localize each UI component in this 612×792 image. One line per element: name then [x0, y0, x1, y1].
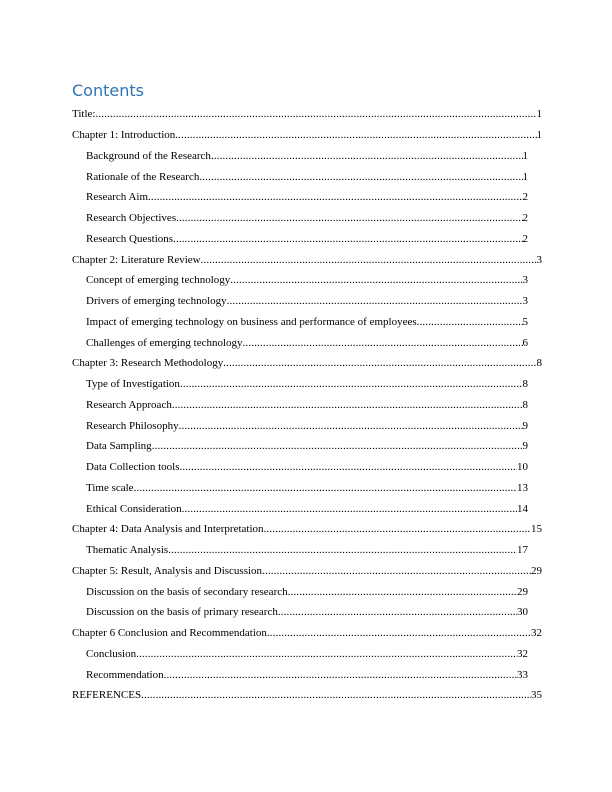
toc-entry-label: Background of the Research	[86, 149, 211, 162]
toc-entry-page-number: 8	[522, 378, 528, 391]
dot-leader	[211, 149, 523, 163]
dot-leader	[267, 626, 531, 640]
dot-leader	[179, 460, 517, 474]
dot-leader	[199, 170, 522, 184]
toc-entry[interactable]	[72, 187, 528, 208]
dot-leader	[278, 605, 517, 619]
dot-leader	[175, 128, 536, 142]
toc-entry-page-number: 5	[522, 315, 528, 328]
toc-entry-page-number: 1	[522, 170, 528, 183]
toc-entry-page-number: 8	[522, 398, 528, 411]
toc-entry[interactable]	[72, 146, 528, 167]
toc-entry[interactable]	[72, 353, 542, 374]
toc-entry[interactable]	[72, 561, 542, 582]
dot-leader	[152, 439, 523, 453]
toc-entry-page-number: 1	[536, 129, 542, 142]
toc-entry-label: Ethical Consideration	[86, 502, 182, 515]
toc-heading: Contents	[72, 81, 144, 100]
toc-entry-page-number: 15	[531, 523, 542, 536]
toc-entry-label: Rationale of the Research	[86, 170, 200, 183]
toc-entry-label: Research Questions	[86, 232, 174, 245]
toc-entry[interactable]	[72, 540, 528, 561]
toc-entry[interactable]	[72, 498, 528, 519]
toc-entry[interactable]	[72, 457, 528, 478]
toc-entry[interactable]	[72, 685, 542, 706]
toc-entry-label: Challenges of emerging technology	[86, 336, 243, 349]
toc-entry-label: REFERENCES	[72, 689, 142, 702]
toc-entry-page-number: 29	[517, 585, 528, 598]
toc-entry-label: Type of Investigation	[86, 378, 180, 391]
toc-entry[interactable]	[72, 395, 528, 416]
toc-entry-label: Time scale	[86, 481, 134, 494]
toc-entry[interactable]	[72, 415, 528, 436]
toc-entry-label: Thematic Analysis	[86, 544, 169, 557]
dot-leader	[176, 211, 522, 225]
toc-entry-page-number: 2	[522, 232, 528, 245]
toc-entry-label: Discussion on the basis of secondary research	[86, 585, 288, 598]
dot-leader	[182, 502, 517, 516]
toc-entry-label: Recommendation	[86, 668, 164, 681]
toc-entry-page-number: 8	[536, 357, 542, 370]
dot-leader	[417, 315, 523, 329]
dot-leader	[179, 419, 523, 433]
toc-entry-page-number: 32	[531, 627, 542, 640]
toc-entry-page-number: 9	[522, 419, 528, 432]
dot-leader	[243, 336, 523, 350]
toc-entry[interactable]	[72, 519, 542, 540]
dot-leader	[227, 294, 523, 308]
toc-entry[interactable]	[72, 664, 528, 685]
toc-entry-page-number: 14	[517, 502, 528, 515]
dot-leader	[164, 668, 517, 682]
toc-entry-label: Discussion on the basis of primary research	[86, 606, 278, 619]
toc-entry[interactable]	[72, 270, 528, 291]
toc-entry[interactable]	[72, 249, 542, 270]
dot-leader	[201, 253, 537, 267]
dot-leader	[288, 585, 517, 599]
table-of-contents	[72, 104, 542, 706]
toc-entry-label: Data Sampling	[86, 440, 152, 453]
toc-entry-label: Research Approach	[86, 398, 172, 411]
toc-entry[interactable]	[72, 208, 528, 229]
toc-entry-page-number: 9	[522, 440, 528, 453]
dot-leader	[223, 356, 536, 370]
dot-leader	[148, 190, 522, 204]
dot-leader	[95, 107, 536, 121]
toc-entry-page-number: 30	[517, 606, 528, 619]
toc-entry-label: Title:	[72, 108, 96, 121]
dot-leader	[172, 398, 523, 412]
dot-leader	[264, 522, 531, 536]
toc-entry-label: Conclusion	[86, 647, 137, 660]
toc-entry-label: Research Aim	[86, 191, 149, 204]
toc-entry[interactable]	[72, 602, 528, 623]
toc-entry-page-number: 17	[517, 544, 528, 557]
toc-entry-label: Drivers of emerging technology	[86, 295, 227, 308]
toc-entry-label: Chapter 2: Literature Review	[72, 253, 201, 266]
toc-entry[interactable]	[72, 104, 542, 125]
toc-entry-page-number: 2	[522, 212, 528, 225]
toc-entry[interactable]	[72, 581, 528, 602]
toc-entry-label: Research Philosophy	[86, 419, 179, 432]
toc-entry[interactable]	[72, 229, 528, 250]
toc-entry-label: Research Objectives	[86, 212, 177, 225]
toc-entry-page-number: 29	[531, 564, 542, 577]
toc-entry-label: Chapter 4: Data Analysis and Interpretation	[72, 523, 264, 536]
toc-entry-page-number: 33	[517, 668, 528, 681]
toc-entry-page-number: 3	[522, 274, 528, 287]
toc-entry-page-number: 1	[536, 108, 542, 121]
dot-leader	[230, 273, 522, 287]
dot-leader	[262, 564, 531, 578]
toc-entry-label: Chapter 3: Research Methodology	[72, 357, 224, 370]
toc-entry-page-number: 2	[522, 191, 528, 204]
toc-entry-page-number: 10	[517, 461, 528, 474]
dot-leader	[141, 688, 531, 702]
toc-entry-page-number: 32	[517, 647, 528, 660]
toc-entry-label: Concept of emerging technology	[86, 274, 231, 287]
toc-entry[interactable]	[72, 166, 528, 187]
toc-entry-page-number: 1	[522, 149, 528, 162]
dot-leader	[136, 647, 517, 661]
dot-leader	[180, 377, 523, 391]
toc-entry-label: Impact of emerging technology on business and performance of employees	[86, 315, 417, 328]
dot-leader	[168, 543, 517, 557]
toc-entry[interactable]	[72, 436, 528, 457]
toc-entry-label: Chapter 6 Conclusion and Recommendation	[72, 627, 267, 640]
toc-entry[interactable]	[72, 623, 542, 644]
toc-entry[interactable]	[72, 644, 528, 665]
toc-entry[interactable]	[72, 291, 528, 312]
toc-entry-page-number: 13	[517, 481, 528, 494]
dot-leader	[173, 232, 522, 246]
dot-leader	[134, 481, 517, 495]
toc-entry[interactable]	[72, 478, 528, 499]
toc-entry-page-number: 6	[522, 336, 528, 349]
toc-entry-page-number: 35	[531, 689, 542, 702]
toc-entry-page-number: 3	[522, 295, 528, 308]
toc-entry[interactable]	[72, 374, 528, 395]
toc-entry-page-number: 3	[536, 253, 542, 266]
toc-entry[interactable]	[72, 125, 542, 146]
toc-entry-label: Chapter 1: Introduction	[72, 129, 176, 142]
toc-entry[interactable]	[72, 332, 528, 353]
toc-entry-label: Chapter 5: Result, Analysis and Discussion	[72, 564, 263, 577]
toc-entry-label: Data Collection tools	[86, 461, 180, 474]
toc-entry[interactable]	[72, 312, 528, 333]
